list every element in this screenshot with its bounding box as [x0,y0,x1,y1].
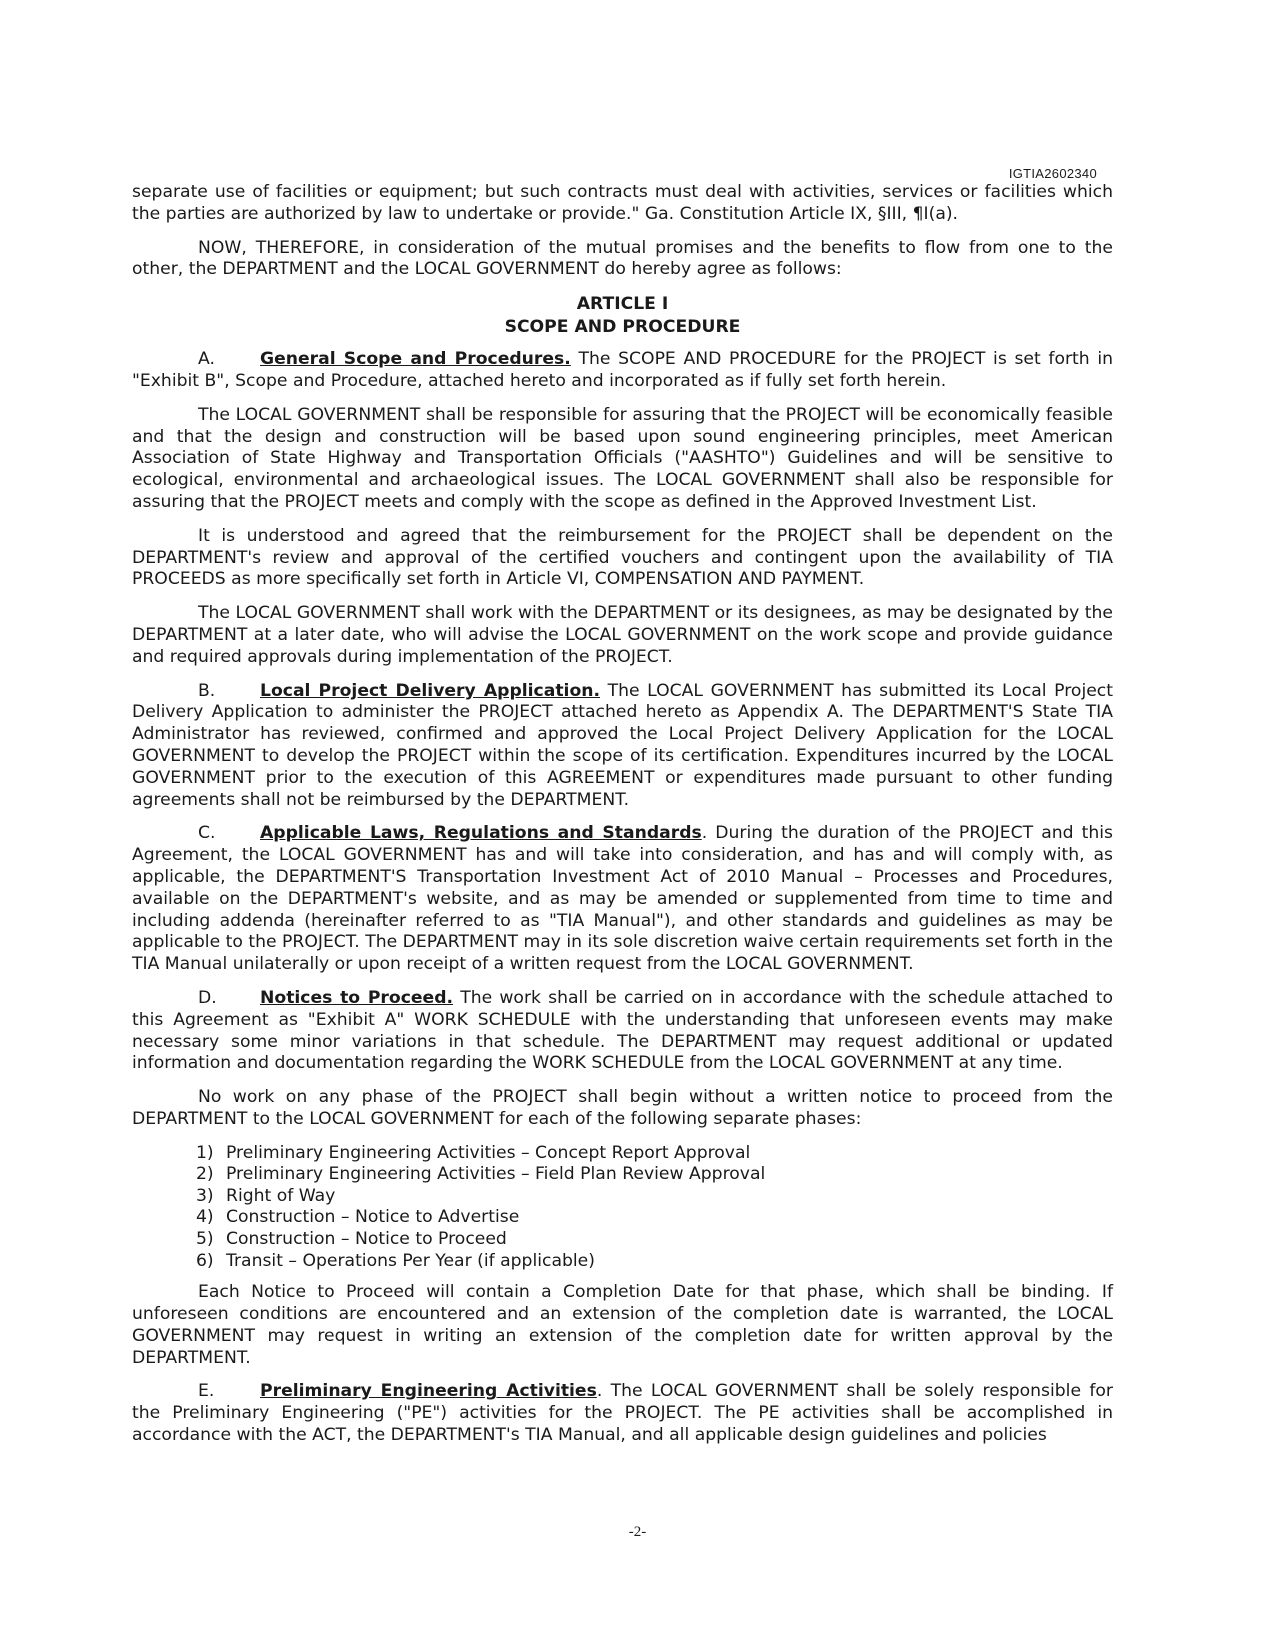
section-c [132,823,1113,976]
article-heading [132,293,1113,339]
phase-label: Preliminary Engineering Activities – Concept Report Approval [226,1142,751,1163]
section-b-letter: B. [198,680,216,701]
phase-number: 5) [196,1229,214,1250]
phase-label: Construction – Notice to Advertise [226,1207,520,1228]
phase-label: Construction – Notice to Proceed [226,1229,507,1250]
section-b [132,681,1113,812]
phase-number: 4) [196,1207,214,1228]
phase-number: 2) [196,1164,214,1185]
section-c-text: . During the duration of the PROJECT and this Agreement, the LOCAL GOVERNMENT has and will take into consideration, and has and will comply with, as applicable, the DEPARTMENT'S Transportation Investment Act of 2010 Manual – Processes and Procedures, available on the DEPARTMENT's website, and as may be amended or supplemented from time to time and including addenda (hereinafter referred to as "TIA Manual"), and other standards and guidelines as may be applicable to the PROJECT. The DEPARTMENT may in its sole discretion waive certain requirements set forth in the TIA Manual unilaterally or upon receipt of a written request from the LOCAL GOVERNMENT. [132,823,1113,975]
list-item [196,1143,1113,1165]
list-item [196,1229,1113,1251]
section-c-title: Applicable Laws, Regulations and Standards [260,823,702,844]
section-d-letter: D. [198,987,217,1008]
section-d [132,988,1113,1075]
section-e-title: Preliminary Engineering Activities [260,1381,597,1402]
page-number: -2- [628,1524,647,1540]
phase-label: Preliminary Engineering Activities – Field Plan Review Approval [226,1164,766,1185]
phase-label: Right of Way [226,1185,336,1206]
section-b-title: Local Project Delivery Application. [260,680,601,701]
section-d-paragraph-3: Each Notice to Proceed will contain a Completion Date for that phase, which shall be binding. If unforeseen conditions are encountered and an extension of the completion date is warranted, the LOCAL GOVERNMENT may request in writing an extension of the completion date for written approval by the DEPARTMENT. [132,1282,1113,1368]
section-c-letter: C. [198,823,216,844]
section-a-paragraph-4: The LOCAL GOVERNMENT shall work with the DEPARTMENT or its designees, as may be designated by the DEPARTMENT at a later date, who will advise the LOCAL GOVERNMENT on the work scope and provide guidance and required approvals during implementation of the PROJECT. [132,603,1113,667]
document-body [132,182,1113,1459]
phase-list [132,1143,1113,1273]
list-item [196,1207,1113,1229]
article-title: SCOPE AND PROCEDURE [504,317,741,338]
phase-number: 1) [196,1142,214,1163]
section-a-text: The SCOPE AND PROCEDURE for the PROJECT is set forth in "Exhibit B", Scope and Procedure, attached hereto and incorporated as if fully set forth herein. [132,349,1113,391]
now-therefore-paragraph: NOW, THEREFORE, in consideration of the mutual promises and the benefits to flow from one to the other, the DEPARTMENT and the LOCAL GOVERNMENT do hereby agree as follows: [132,237,1113,280]
section-d-text: The work shall be carried on in accordance with the schedule attached to this Agreement as "Exhibit A" WORK SCHEDULE with the understanding that unforeseen events may make necessary some minor variations in that schedule. The DEPARTMENT may request additional or updated information and documentation regarding the WORK SCHEDULE from the LOCAL GOVERNMENT at any time. [132,987,1113,1074]
list-item [196,1251,1113,1273]
list-item [196,1186,1113,1208]
list-item [196,1164,1113,1186]
section-a-paragraph-3: It is understood and agreed that the reimbursement for the PROJECT shall be dependent on the DEPARTMENT's review and approval of the certified vouchers and contingent upon the availability of TIA PROCEEDS as more specifically set forth in Article VI, COMPENSATION AND PAYMENT. [132,525,1113,590]
section-a-letter: A. [198,349,215,370]
section-e [132,1381,1113,1446]
phase-number: 3) [196,1185,214,1206]
article-number: ARTICLE I [576,294,669,315]
phase-number: 6) [196,1250,214,1271]
section-a-paragraph-2: The LOCAL GOVERNMENT shall be responsible for assuring that the PROJECT will be economically feasible and that the design and construction will be based upon sound engineering principles, meet American Association of State Highway and Transportation Officials ("AASHTO") Guidelines and will be sensitive to ecological, environmental and archaeological issues. The LOCAL GOVERNMENT shall also be responsible for assuring that the PROJECT meets and comply with the scope as defined in the Approved Investment List. [132,404,1113,512]
section-b-text: The LOCAL GOVERNMENT has submitted its Local Project Delivery Application to administer the PROJECT attached hereto as Appendix A. The DEPARTMENT'S State TIA Administrator has reviewed, confirmed and approved the Local Project Delivery Application for the LOCAL GOVERNMENT to develop the PROJECT within the scope of its certification. Expenditures incurred by the LOCAL GOVERNMENT prior to the execution of this AGREEMENT or expenditures made pursuant to other funding agreements shall not be reimbursed by the DEPARTMENT. [132,680,1113,810]
section-d-title: Notices to Proceed. [260,987,454,1008]
intro-continuation: separate use of facilities or equipment; but such contracts must deal with activities, services or facilities which the parties are authorized by law to undertake or provide." Ga. Constitution Article IX, §III, ¶I(a). [132,182,1113,224]
section-e-letter: E. [198,1381,215,1402]
section-a [132,349,1113,393]
section-d-paragraph-2: No work on any phase of the PROJECT shall begin without a written notice to proceed from the DEPARTMENT to the LOCAL GOVERNMENT for each of the following separate phases: [132,1087,1113,1129]
section-e-text: . The LOCAL GOVERNMENT shall be solely responsible for the Preliminary Engineering ("PE") activities for the PROJECT. The PE activities shall be accomplished in accordance with the ACT, the DEPARTMENT's TIA Manual, and all applicable design guidelines and policies [132,1381,1113,1446]
document-id: IGTIA2602340 [1008,166,1097,181]
section-a-title: General Scope and Procedures. [260,349,571,370]
phase-label: Transit – Operations Per Year (if applicable) [226,1250,595,1271]
